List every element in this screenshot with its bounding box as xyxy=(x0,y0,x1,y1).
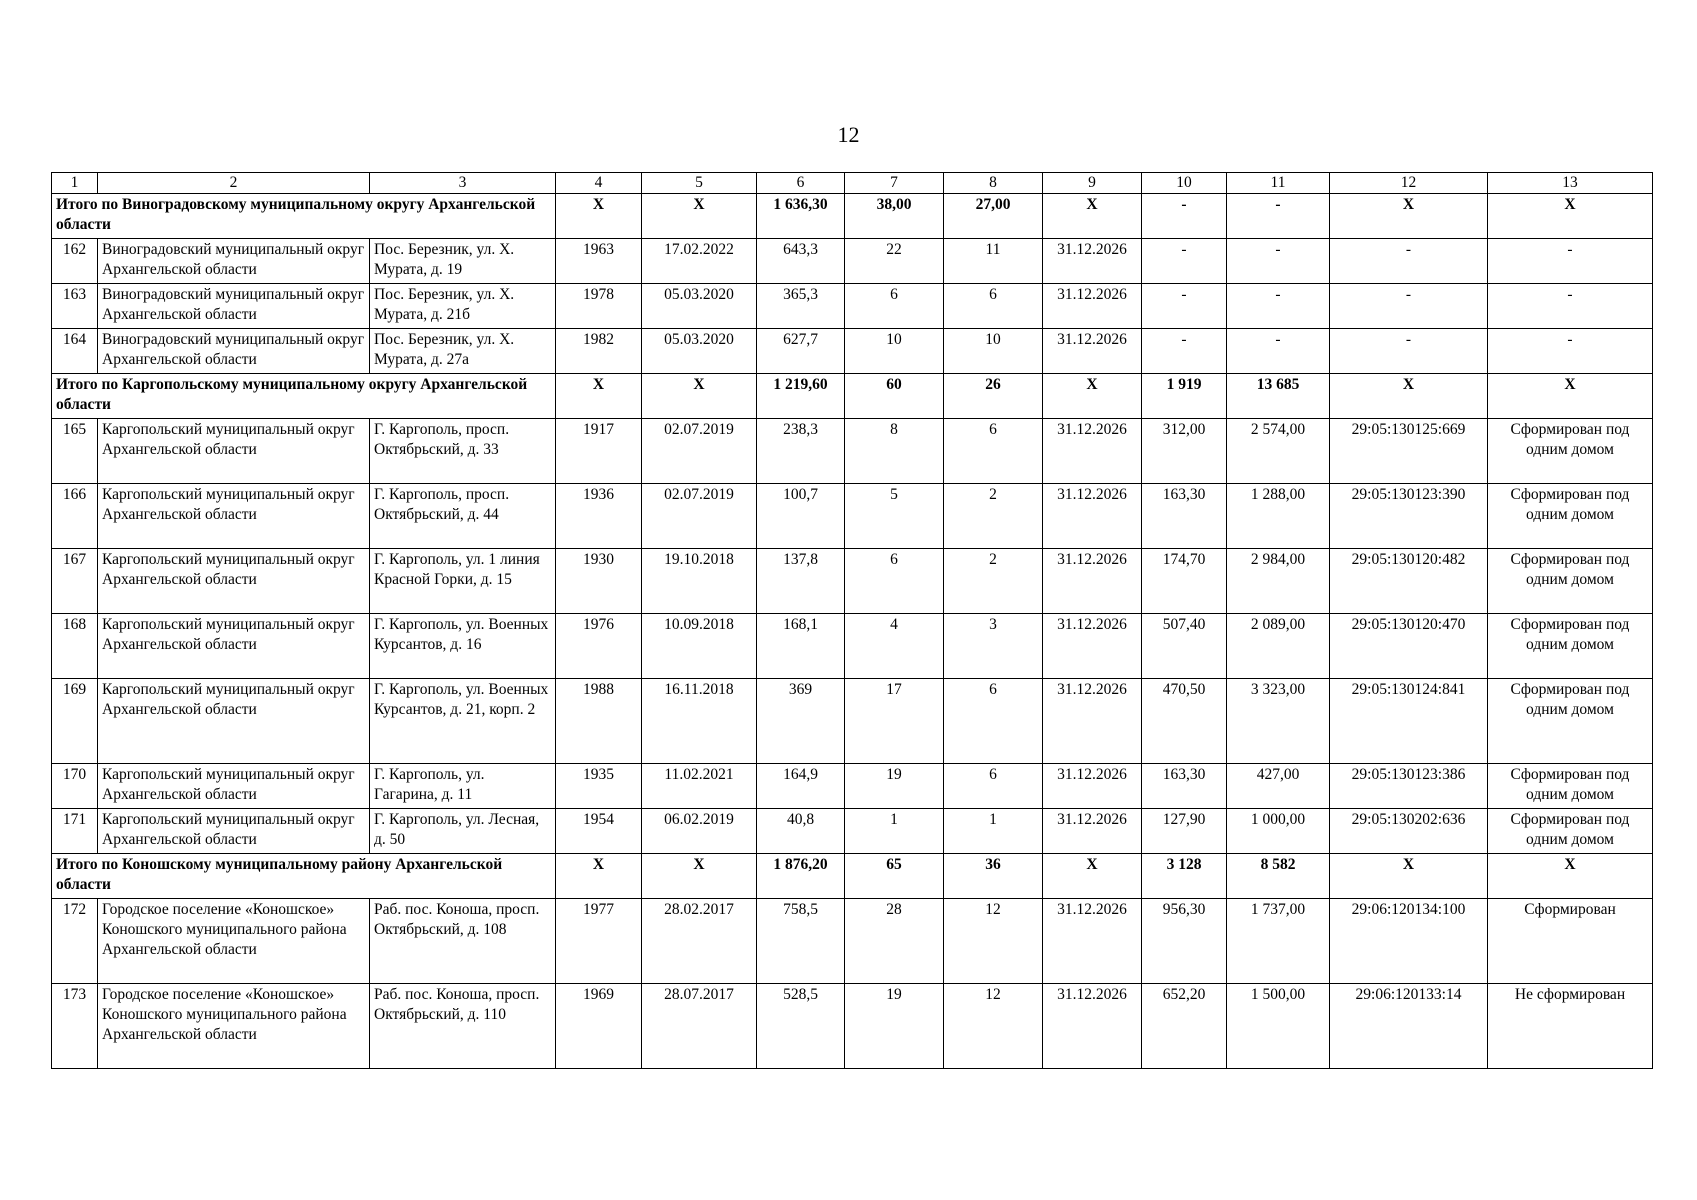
data-cell: 1 000,00 xyxy=(1227,809,1330,854)
municipality-cell: Каргопольский муниципальный округ Архангельской области xyxy=(98,484,370,549)
data-cell: - xyxy=(1488,239,1653,284)
data-cell: 19 xyxy=(845,764,944,809)
data-cell: 643,3 xyxy=(757,239,845,284)
municipality-cell: Городское поселение «Коношское» Коношского муниципального района Архангельской области xyxy=(98,984,370,1069)
subtotal-cell: 1 919 xyxy=(1142,374,1227,419)
subtotal-cell: X xyxy=(642,374,757,419)
table-row xyxy=(52,679,1653,764)
data-cell: 1963 xyxy=(556,239,642,284)
data-cell: 28 xyxy=(845,899,944,984)
housing-registry-table xyxy=(51,172,1653,1069)
table-row xyxy=(52,984,1653,1069)
data-cell: 3 xyxy=(944,614,1043,679)
data-cell: - xyxy=(1330,284,1488,329)
column-number: 2 xyxy=(98,173,370,194)
data-cell: 22 xyxy=(845,239,944,284)
subtotal-cell: X xyxy=(1043,374,1142,419)
data-cell: 5 xyxy=(845,484,944,549)
column-number: 3 xyxy=(370,173,556,194)
data-cell: 31.12.2026 xyxy=(1043,764,1142,809)
data-cell: 6 xyxy=(944,284,1043,329)
data-cell: 312,00 xyxy=(1142,419,1227,484)
data-cell: 164,9 xyxy=(757,764,845,809)
subtotal-label: Итого по Коношскому муниципальному району Архангельской области xyxy=(52,854,556,899)
data-cell: Сформирован под одним домом xyxy=(1488,484,1653,549)
subtotal-cell: 1 219,60 xyxy=(757,374,845,419)
data-cell: 17 xyxy=(845,679,944,764)
row-number: 166 xyxy=(52,484,98,549)
data-cell: 1977 xyxy=(556,899,642,984)
data-cell: 2 574,00 xyxy=(1227,419,1330,484)
subtotal-cell: X xyxy=(556,194,642,239)
data-cell: Сформирован под одним домом xyxy=(1488,764,1653,809)
data-cell: 1988 xyxy=(556,679,642,764)
subtotal-cell: X xyxy=(642,854,757,899)
subtotal-cell: 1 876,20 xyxy=(757,854,845,899)
data-cell: Сформирован под одним домом xyxy=(1488,809,1653,854)
data-cell: 238,3 xyxy=(757,419,845,484)
data-cell: 02.07.2019 xyxy=(642,484,757,549)
subtotal-cell: 27,00 xyxy=(944,194,1043,239)
data-cell: 6 xyxy=(944,764,1043,809)
data-cell: 29:05:130120:470 xyxy=(1330,614,1488,679)
table-row xyxy=(52,419,1653,484)
data-cell: 2 089,00 xyxy=(1227,614,1330,679)
subtotal-cell: 26 xyxy=(944,374,1043,419)
data-cell: 12 xyxy=(944,984,1043,1069)
subtotal-cell: X xyxy=(556,374,642,419)
municipality-cell: Каргопольский муниципальный округ Архангельской области xyxy=(98,809,370,854)
data-cell: 29:06:120134:100 xyxy=(1330,899,1488,984)
page-number: 12 xyxy=(837,122,860,147)
municipality-cell: Каргопольский муниципальный округ Архангельской области xyxy=(98,764,370,809)
row-number: 169 xyxy=(52,679,98,764)
subtotal-label: Итого по Каргопольскому муниципальному округу Архангельской области xyxy=(52,374,556,419)
address-cell: Раб. пос. Коноша, просп. Октябрьский, д. 108 xyxy=(370,899,556,984)
data-cell: 31.12.2026 xyxy=(1043,484,1142,549)
data-cell: 1982 xyxy=(556,329,642,374)
subtotal-cell: 8 582 xyxy=(1227,854,1330,899)
row-number: 170 xyxy=(52,764,98,809)
data-cell: 369 xyxy=(757,679,845,764)
data-cell: 627,7 xyxy=(757,329,845,374)
municipality-cell: Городское поселение «Коношское» Коношского муниципального района Архангельской области xyxy=(98,899,370,984)
column-number: 13 xyxy=(1488,173,1653,194)
address-cell: Г. Каргополь, ул. 1 линия Красной Горки, д. 15 xyxy=(370,549,556,614)
column-number: 6 xyxy=(757,173,845,194)
row-number: 163 xyxy=(52,284,98,329)
data-cell: 29:06:120133:14 xyxy=(1330,984,1488,1069)
data-cell: 174,70 xyxy=(1142,549,1227,614)
address-cell: Г. Каргополь, просп. Октябрьский, д. 44 xyxy=(370,484,556,549)
data-cell: 1954 xyxy=(556,809,642,854)
subtotal-cell: 60 xyxy=(845,374,944,419)
data-cell: 29:05:130120:482 xyxy=(1330,549,1488,614)
data-cell: 31.12.2026 xyxy=(1043,679,1142,764)
subtotal-cell: X xyxy=(1330,194,1488,239)
column-number: 1 xyxy=(52,173,98,194)
municipality-cell: Виноградовский муниципальный округ Архангельской области xyxy=(98,284,370,329)
data-cell: 31.12.2026 xyxy=(1043,239,1142,284)
data-cell: 168,1 xyxy=(757,614,845,679)
row-number: 167 xyxy=(52,549,98,614)
municipality-cell: Каргопольский муниципальный округ Архангельской области xyxy=(98,614,370,679)
data-cell: 6 xyxy=(944,679,1043,764)
data-cell: 6 xyxy=(944,419,1043,484)
data-cell: 365,3 xyxy=(757,284,845,329)
data-cell: 11 xyxy=(944,239,1043,284)
table-row xyxy=(52,484,1653,549)
data-cell: 31.12.2026 xyxy=(1043,549,1142,614)
subtotal-cell: X xyxy=(1330,854,1488,899)
table-row xyxy=(52,764,1653,809)
row-number: 164 xyxy=(52,329,98,374)
subtotal-row xyxy=(52,194,1653,239)
data-cell: 1 xyxy=(944,809,1043,854)
data-cell: 31.12.2026 xyxy=(1043,419,1142,484)
subtotal-row xyxy=(52,854,1653,899)
table-row xyxy=(52,614,1653,679)
data-cell: 4 xyxy=(845,614,944,679)
data-cell: 758,5 xyxy=(757,899,845,984)
municipality-cell: Каргопольский муниципальный округ Архангельской области xyxy=(98,679,370,764)
subtotal-cell: 65 xyxy=(845,854,944,899)
data-cell: 10 xyxy=(845,329,944,374)
data-cell: 1917 xyxy=(556,419,642,484)
row-number: 162 xyxy=(52,239,98,284)
data-cell: 31.12.2026 xyxy=(1043,984,1142,1069)
data-cell: 29:05:130202:636 xyxy=(1330,809,1488,854)
subtotal-cell: X xyxy=(1488,374,1653,419)
subtotal-cell: 3 128 xyxy=(1142,854,1227,899)
column-number-row xyxy=(52,173,1653,194)
data-cell: 1969 xyxy=(556,984,642,1069)
municipality-cell: Виноградовский муниципальный округ Архангельской области xyxy=(98,239,370,284)
column-number: 10 xyxy=(1142,173,1227,194)
data-cell: 28.02.2017 xyxy=(642,899,757,984)
data-cell: 1 xyxy=(845,809,944,854)
data-cell: 427,00 xyxy=(1227,764,1330,809)
data-cell: 1 737,00 xyxy=(1227,899,1330,984)
table-row xyxy=(52,899,1653,984)
data-cell: 10.09.2018 xyxy=(642,614,757,679)
data-cell: - xyxy=(1227,239,1330,284)
column-number: 12 xyxy=(1330,173,1488,194)
address-cell: Г. Каргополь, ул. Военных Курсантов, д. 16 xyxy=(370,614,556,679)
table-row xyxy=(52,239,1653,284)
subtotal-cell: X xyxy=(1488,854,1653,899)
column-number: 7 xyxy=(845,173,944,194)
data-cell: 17.02.2022 xyxy=(642,239,757,284)
data-cell: 6 xyxy=(845,284,944,329)
data-cell: - xyxy=(1142,239,1227,284)
data-cell: - xyxy=(1488,284,1653,329)
data-cell: 127,90 xyxy=(1142,809,1227,854)
subtotal-cell: X xyxy=(556,854,642,899)
data-cell: 31.12.2026 xyxy=(1043,284,1142,329)
data-cell: Сформирован под одним домом xyxy=(1488,549,1653,614)
table-row xyxy=(52,809,1653,854)
data-cell: 02.07.2019 xyxy=(642,419,757,484)
data-cell: 29:05:130123:390 xyxy=(1330,484,1488,549)
data-cell: 29:05:130123:386 xyxy=(1330,764,1488,809)
data-cell: 06.02.2019 xyxy=(642,809,757,854)
data-cell: 163,30 xyxy=(1142,484,1227,549)
data-cell: 29:05:130125:669 xyxy=(1330,419,1488,484)
subtotal-cell: X xyxy=(1043,194,1142,239)
table-body xyxy=(52,173,1653,1069)
subtotal-cell: X xyxy=(642,194,757,239)
data-cell: 19.10.2018 xyxy=(642,549,757,614)
column-number: 8 xyxy=(944,173,1043,194)
data-cell: 12 xyxy=(944,899,1043,984)
subtotal-cell: - xyxy=(1142,194,1227,239)
data-cell: - xyxy=(1330,239,1488,284)
column-number: 9 xyxy=(1043,173,1142,194)
data-cell: 1978 xyxy=(556,284,642,329)
data-cell: 8 xyxy=(845,419,944,484)
subtotal-row xyxy=(52,374,1653,419)
subtotal-cell: 36 xyxy=(944,854,1043,899)
municipality-cell: Каргопольский муниципальный округ Архангельской области xyxy=(98,419,370,484)
data-cell: 31.12.2026 xyxy=(1043,329,1142,374)
address-cell: Г. Каргополь, ул. Гагарина, д. 11 xyxy=(370,764,556,809)
data-cell: 1 500,00 xyxy=(1227,984,1330,1069)
data-cell: 2 xyxy=(944,484,1043,549)
row-number: 171 xyxy=(52,809,98,854)
data-cell: Не сформирован xyxy=(1488,984,1653,1069)
address-cell: Г. Каргополь, ул. Военных Курсантов, д. 21, корп. 2 xyxy=(370,679,556,764)
row-number: 173 xyxy=(52,984,98,1069)
data-cell: - xyxy=(1142,329,1227,374)
row-number: 165 xyxy=(52,419,98,484)
municipality-cell: Каргопольский муниципальный округ Архангельской области xyxy=(98,549,370,614)
address-cell: Раб. пос. Коноша, просп. Октябрьский, д. 110 xyxy=(370,984,556,1069)
data-cell: 507,40 xyxy=(1142,614,1227,679)
column-number: 4 xyxy=(556,173,642,194)
data-cell: 528,5 xyxy=(757,984,845,1069)
data-cell: Сформирован xyxy=(1488,899,1653,984)
subtotal-cell: 38,00 xyxy=(845,194,944,239)
data-cell: - xyxy=(1142,284,1227,329)
data-cell: 10 xyxy=(944,329,1043,374)
data-cell: 31.12.2026 xyxy=(1043,809,1142,854)
data-cell: 100,7 xyxy=(757,484,845,549)
subtotal-cell: X xyxy=(1330,374,1488,419)
data-cell: 652,20 xyxy=(1142,984,1227,1069)
data-cell: 470,50 xyxy=(1142,679,1227,764)
municipality-cell: Виноградовский муниципальный округ Архангельской области xyxy=(98,329,370,374)
table-row xyxy=(52,329,1653,374)
data-cell: 1 288,00 xyxy=(1227,484,1330,549)
data-cell: 1935 xyxy=(556,764,642,809)
subtotal-label: Итого по Виноградовскому муниципальному округу Архангельской области xyxy=(52,194,556,239)
data-cell: 2 984,00 xyxy=(1227,549,1330,614)
data-cell: 1936 xyxy=(556,484,642,549)
data-cell: 40,8 xyxy=(757,809,845,854)
data-cell: Сформирован под одним домом xyxy=(1488,679,1653,764)
column-number: 5 xyxy=(642,173,757,194)
data-cell: 31.12.2026 xyxy=(1043,899,1142,984)
address-cell: Пос. Березник, ул. Х. Мурата, д. 27а xyxy=(370,329,556,374)
data-cell: 163,30 xyxy=(1142,764,1227,809)
data-cell: 6 xyxy=(845,549,944,614)
data-cell: 3 323,00 xyxy=(1227,679,1330,764)
row-number: 172 xyxy=(52,899,98,984)
data-cell: 05.03.2020 xyxy=(642,284,757,329)
data-cell: 19 xyxy=(845,984,944,1069)
data-cell: 28.07.2017 xyxy=(642,984,757,1069)
address-cell: Г. Каргополь, ул. Лесная, д. 50 xyxy=(370,809,556,854)
subtotal-cell: X xyxy=(1488,194,1653,239)
table-row xyxy=(52,284,1653,329)
data-cell: 1930 xyxy=(556,549,642,614)
data-cell: 956,30 xyxy=(1142,899,1227,984)
data-cell: Сформирован под одним домом xyxy=(1488,614,1653,679)
data-cell: 16.11.2018 xyxy=(642,679,757,764)
data-cell: Сформирован под одним домом xyxy=(1488,419,1653,484)
subtotal-cell: X xyxy=(1043,854,1142,899)
data-cell: - xyxy=(1488,329,1653,374)
data-cell: 11.02.2021 xyxy=(642,764,757,809)
address-cell: Пос. Березник, ул. Х. Мурата, д. 19 xyxy=(370,239,556,284)
column-number: 11 xyxy=(1227,173,1330,194)
data-cell: 1976 xyxy=(556,614,642,679)
subtotal-cell: 13 685 xyxy=(1227,374,1330,419)
data-cell: 137,8 xyxy=(757,549,845,614)
data-cell: 29:05:130124:841 xyxy=(1330,679,1488,764)
row-number: 168 xyxy=(52,614,98,679)
data-cell: 31.12.2026 xyxy=(1043,614,1142,679)
data-cell: - xyxy=(1227,284,1330,329)
data-cell: 2 xyxy=(944,549,1043,614)
data-cell: 05.03.2020 xyxy=(642,329,757,374)
table-row xyxy=(52,549,1653,614)
subtotal-cell: 1 636,30 xyxy=(757,194,845,239)
data-cell: - xyxy=(1330,329,1488,374)
address-cell: Г. Каргополь, просп. Октябрьский, д. 33 xyxy=(370,419,556,484)
data-cell: - xyxy=(1227,329,1330,374)
address-cell: Пос. Березник, ул. Х. Мурата, д. 21б xyxy=(370,284,556,329)
subtotal-cell: - xyxy=(1227,194,1330,239)
